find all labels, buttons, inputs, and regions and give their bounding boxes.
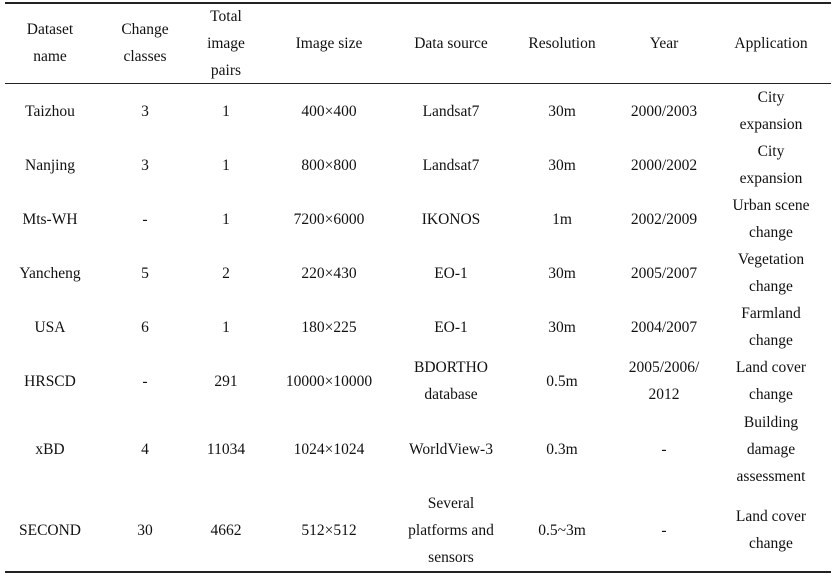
header-image-size: Image size — [295, 34, 363, 52]
cell-application: Farmland change — [741, 305, 801, 349]
header-total-image-pairs: Total image pairs — [207, 7, 245, 79]
cell-resolution: 0.3m — [546, 440, 578, 458]
header-year: Year — [649, 34, 679, 52]
cell-application: Building damage assessment — [736, 413, 806, 485]
cell-year: 2005/2006/ 2012 — [628, 359, 700, 403]
cell-year: 2005/2007 — [630, 264, 698, 282]
cell-dataset-name: Yancheng — [19, 264, 81, 282]
cell-resolution: 30m — [548, 156, 576, 174]
cell-total-image-pairs: 291 — [214, 372, 238, 390]
cell-resolution: 1m — [552, 210, 572, 228]
cell-application: Urban scene change — [732, 197, 810, 241]
cell-dataset-name: Nanjing — [25, 156, 75, 174]
cell-resolution: 30m — [548, 318, 576, 336]
cell-data-source: EO-1 — [434, 318, 468, 336]
header-data-source: Data source — [414, 34, 488, 52]
cell-total-image-pairs: 1 — [222, 156, 230, 174]
cell-dataset-name: SECOND — [18, 521, 81, 539]
cell-image-size: 180×225 — [301, 318, 357, 336]
header-change-classes: Change classes — [121, 21, 169, 65]
cell-application: Vegetation change — [737, 251, 805, 295]
cell-total-image-pairs: 1 — [222, 210, 230, 228]
cell-image-size: 800×800 — [301, 156, 357, 174]
cell-year: 2004/2007 — [630, 318, 698, 336]
cell-year: - — [661, 440, 667, 458]
cell-image-size: 512×512 — [301, 521, 357, 539]
cell-year: 2000/2002 — [630, 156, 698, 174]
cell-dataset-name: HRSCD — [24, 372, 76, 390]
cell-change-classes: - — [142, 372, 148, 390]
cell-change-classes: 4 — [141, 440, 149, 458]
cell-total-image-pairs: 2 — [222, 264, 230, 282]
header-resolution: Resolution — [528, 34, 596, 52]
cell-total-image-pairs: 11034 — [206, 440, 246, 458]
header-application: Application — [734, 34, 808, 52]
table-bottom-rule — [5, 571, 831, 573]
cell-application: Land cover change — [735, 359, 807, 403]
cell-change-classes: 6 — [141, 318, 149, 336]
cell-data-source: BDORTHO database — [414, 359, 488, 403]
cell-data-source: Several platforms and sensors — [408, 494, 494, 566]
cell-data-source: EO-1 — [434, 264, 468, 282]
cell-application: Land cover change — [735, 508, 807, 552]
cell-change-classes: 3 — [141, 102, 149, 120]
cell-change-classes: 5 — [141, 264, 149, 282]
cell-image-size: 10000×10000 — [285, 372, 373, 390]
cell-image-size: 220×430 — [301, 264, 357, 282]
cell-dataset-name: xBD — [35, 440, 65, 458]
cell-total-image-pairs: 1 — [222, 318, 230, 336]
cell-total-image-pairs: 4662 — [210, 521, 242, 539]
cell-year: - — [661, 521, 667, 539]
cell-year: 2000/2003 — [630, 102, 698, 120]
cell-image-size: 400×400 — [301, 102, 357, 120]
cell-image-size: 1024×1024 — [293, 440, 365, 458]
cell-change-classes: - — [142, 210, 148, 228]
cell-application: City expansion — [739, 89, 803, 133]
cell-total-image-pairs: 1 — [222, 102, 230, 120]
cell-resolution: 0.5m — [546, 372, 578, 390]
cell-dataset-name: Taizhou — [25, 102, 75, 120]
cell-data-source: IKONOS — [421, 210, 481, 228]
cell-dataset-name: USA — [34, 318, 66, 336]
cell-application: City expansion — [739, 143, 803, 187]
cell-image-size: 7200×6000 — [293, 210, 365, 228]
header-dataset-name: Dataset name — [26, 21, 74, 65]
cell-resolution: 0.5~3m — [538, 521, 586, 539]
cell-change-classes: 30 — [137, 521, 153, 539]
cell-data-source: WorldView-3 — [409, 440, 493, 458]
cell-change-classes: 3 — [141, 156, 149, 174]
cell-data-source: Landsat7 — [422, 102, 480, 120]
cell-data-source: Landsat7 — [422, 156, 480, 174]
cell-resolution: 30m — [548, 264, 576, 282]
cell-resolution: 30m — [548, 102, 576, 120]
cell-year: 2002/2009 — [630, 210, 698, 228]
cell-dataset-name: Mts-WH — [22, 210, 78, 228]
